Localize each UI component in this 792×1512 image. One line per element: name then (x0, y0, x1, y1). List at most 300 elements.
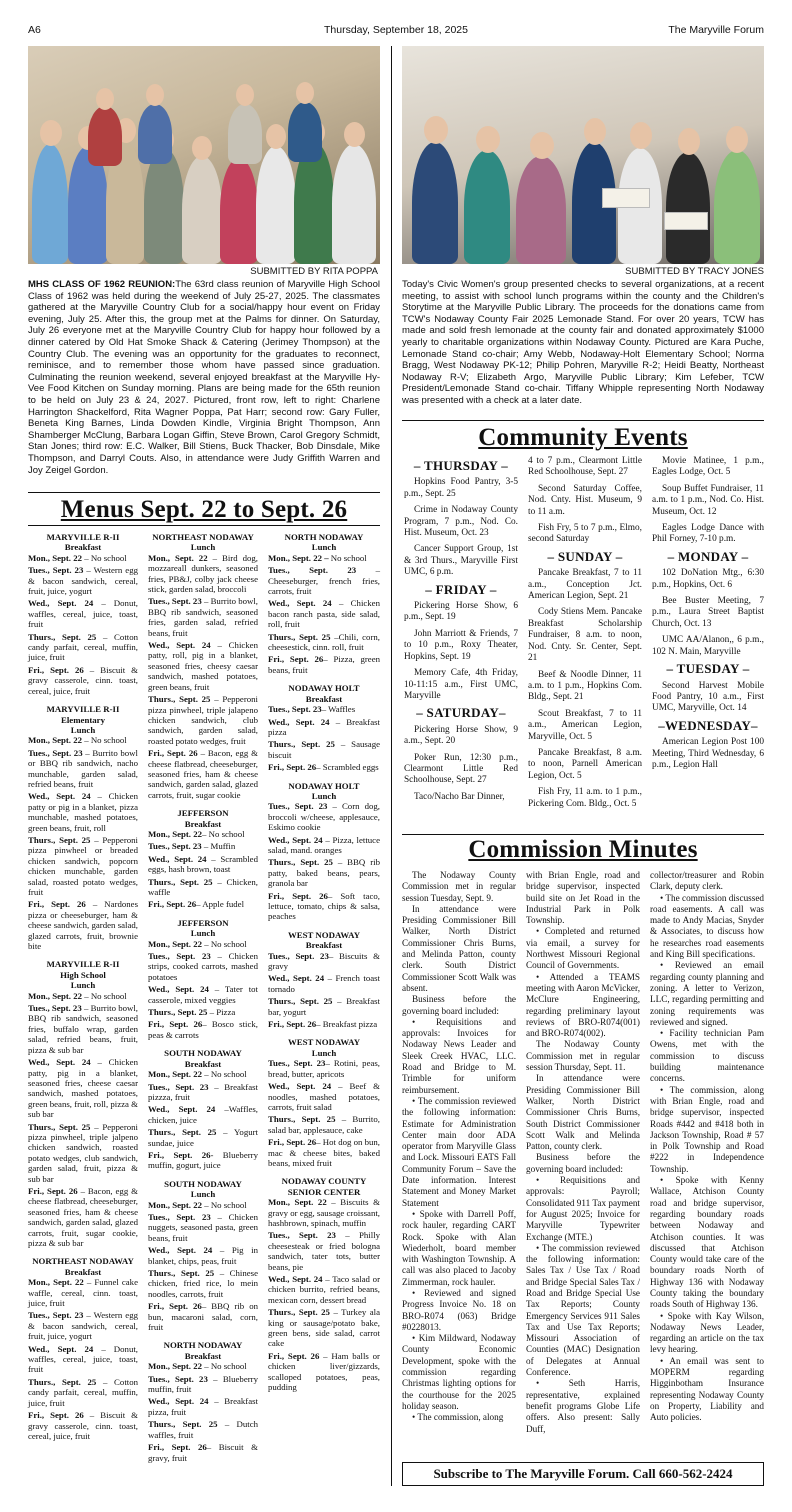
menu-item (148, 1069, 258, 1079)
issue-date: Thursday, September 18, 2025 (324, 24, 468, 36)
menu-dishes: – Biscuit & gravy casserole, cinn. toast, cereal, juice, fruit (28, 1410, 139, 1441)
menu-item (28, 1277, 138, 1308)
menu-item (148, 1007, 258, 1017)
event-item: Fish Fry, 11 a.m. to 1 p.m., Pickering Com. Bldg., Oct. 5 (528, 787, 642, 809)
menu-dishes: – Biscuits & gravy (268, 950, 380, 972)
menu-item (268, 553, 380, 563)
photo-credit-right: SUBMITTED BY TRACY JONES (625, 266, 764, 277)
minutes-paragraph: The Nodaway County Commission met in regular session Thursday, Sept. 11. (526, 1039, 640, 1073)
menu-dishes: – Bosco stick, peas & carrots (148, 1019, 258, 1040)
event-item: Scout Breakfast, 7 to 11 a.m., American Legion, Maryville, Oct. 5 (528, 708, 642, 742)
event-item: Pickering Horse Show, 9 a.m., Sept. 20 (404, 724, 518, 747)
event-item: Movie Matinee, 1 p.m., Eagles Lodge, Oct. 5 (652, 456, 764, 478)
menu-day: Thurs., Sept. 25 (268, 857, 333, 868)
event-item: American Legion Post 100 Meeting, Third Wednesday, 6 p.m., Legion Hall (652, 737, 764, 770)
menu-item (268, 717, 380, 738)
events-top-rule (402, 420, 764, 421)
menu-day: Mon., Sept. 22 (268, 1197, 327, 1208)
menu-dishes: – Donut, waffles, cereal, juice, toast, fruit (28, 1343, 138, 1375)
menu-day: Thurs., Sept. 25 (148, 1268, 215, 1278)
menu-item (268, 835, 380, 856)
caption-lead: MHS CLASS OF 1962 REUNION: (28, 279, 176, 290)
menu-dishes: – Scrambled eggs, hash brown, toast (148, 853, 258, 875)
menu-day: Thurs., Sept. 25 (28, 834, 91, 845)
menu-dishes: – Breakfast pizzza, fruit (148, 1081, 258, 1102)
menu-day: Mon., Sept. 22 (148, 552, 208, 563)
menu-dishes: – Pig in blanket, chips, peas, fruit (148, 1245, 258, 1266)
menu-day: Tues., Sept. 23 (28, 1310, 84, 1321)
minutes-paragraph: In attendance were Presiding Commissioner Bill Walker, North District Commissioner Chris Burns, South District Commissioner Scott Walk and Melinda Patton, county clerk. (526, 1073, 640, 1152)
menu-dishes: – Breakfast pizza, fruit (148, 1396, 258, 1417)
menu-item (148, 1268, 258, 1299)
menu-day: Tues., Sept. 23 (268, 704, 322, 715)
newspaper-name: The Maryville Forum (668, 24, 764, 36)
minutes-paragraph: • The commission, along (412, 1412, 504, 1423)
menu-day: Wed., Sept. 24 (28, 1343, 94, 1354)
menu-dishes: – Burrito, salad bar, applesauce, cake (268, 1114, 380, 1135)
menu-dishes: – Breakfast bar, yogurt (268, 996, 380, 1017)
event-item: UMC AA/Alanon,, 6 p.m., 102 N. Main, Maryville (652, 635, 764, 657)
menu-column-2 (148, 532, 258, 1465)
menu-item (28, 1186, 138, 1248)
menu-dishes: - Blueberry muffin, gogurt, juice (148, 1149, 258, 1171)
event-item: Fish Fry, 5 to 7 p.m., Elmo, second Saturday (528, 523, 642, 545)
menu-heading: NODAWAY COUNTY SENIOR CENTER (281, 1176, 367, 1197)
menu-item (148, 984, 258, 1005)
event-day-heading: – FRIDAY – (425, 581, 497, 597)
menu-dishes: – No school (202, 1199, 247, 1210)
minutes-paragraph: • The commission discussed road easements. A call was made to Andy Macias, Snyder & Associates, to discuss how he researches road easements and King Bill specifications. (650, 892, 764, 960)
menu-item (28, 791, 138, 833)
menu-item (28, 748, 138, 790)
menu-heading: NODAWAY HOLT Breakfast (288, 683, 360, 704)
menu-day: Tues., Sept. 23 (268, 1058, 326, 1069)
event-day-heading: – THURSDAY – (413, 458, 509, 473)
menu-item (148, 1374, 258, 1395)
commission-top-rule (402, 834, 764, 835)
menu-day: Wed., Sept. 24 (268, 1081, 332, 1092)
menu-dishes: – Blueberry muffin, fruit (148, 1373, 258, 1395)
menu-dishes: – Chinese chicken, fried rice, lo mein noodles, carrots, fruit (148, 1268, 258, 1299)
menu-day: Wed., Sept. 24 (148, 1396, 209, 1407)
menu-item (268, 1081, 380, 1112)
menu-day: Mon., Sept. 22 (28, 1277, 84, 1288)
menu-dishes: – Bacon, egg & cheese flatbread, cheeseburger, seasoned fries, ham & cheese sandwich, garden salad, glazed carrots, fruit, sugar cookie, pizza & sub bar (28, 1185, 138, 1248)
menu-dishes: – No school (82, 990, 127, 1001)
menu-day: Tues., Sept. 23 (268, 801, 328, 812)
menu-dishes: – Bacon, egg & cheese flatbread, cheeseburger, seasoned fries, ham & cheese sandwich, garden salad, glazed carrots, fruit, sugar cookie (148, 748, 258, 800)
menu-dishes: – Taco salad or chicken burrito, refried beans, mexican corn, dessert bread (268, 1274, 380, 1305)
menu-item (28, 991, 138, 1001)
menu-dishes: – Bird dog, mozzareall dunkers, seasoned fries, PB&J, colby jack cheese stick, garden salad, broccoli (148, 552, 258, 595)
menu-item (268, 1197, 380, 1228)
events-column-2 (528, 456, 642, 815)
minutes-paragraph: • Reviewed and signed Progress Invoice No. 18 on BRO-R074 (063) Bridge #0228013. (402, 1287, 516, 1332)
menu-dishes: – Chicken nuggets, seasoned pasta, green beans, fruit (148, 1211, 258, 1243)
menu-dishes: – Scrambled eggs (316, 762, 379, 773)
menu-dishes: – Western egg & bacon sandwich, cereal, fruit, juice, yogurt (28, 565, 138, 597)
menu-dishes: – Pizza (207, 1007, 236, 1018)
menu-dishes: No school (328, 552, 367, 563)
menu-item (28, 553, 138, 563)
menu-dishes: – Chicken bacon ranch pasta, side salad, roll, fruit (268, 598, 380, 630)
menu-dishes: – Yogurt sundae, juice (148, 1127, 258, 1148)
minutes-paragraph: • Completed and returned via email, a survey for Northwest Missouri Regional Council of Governments. (526, 926, 640, 971)
menu-heading: WEST NODAWAY Lunch (287, 1037, 361, 1058)
menu-item (28, 565, 138, 596)
event-day-heading: – SUNDAY – (547, 548, 623, 564)
menu-item (28, 735, 138, 745)
commission-column-1 (402, 870, 516, 1424)
menu-day: Tues., Sept. 23 (28, 747, 83, 758)
menu-heading: NODAWAY HOLT Lunch (288, 780, 360, 801)
menu-item (148, 951, 258, 982)
menu-item (148, 553, 258, 595)
event-item: Pickering Horse Show, 6 p.m., Sept. 19 (404, 601, 518, 623)
menu-heading: NORTH NODAWAY Breakfast (163, 1340, 243, 1361)
menu-day: Wed., Sept. 24 (148, 1104, 216, 1115)
menu-item (268, 1019, 380, 1029)
menu-dishes: – No school (202, 1069, 247, 1080)
event-item: Poker Run, 12:30 p.m., Clearmont Little Red Schoolhouse, Sept. 27 (404, 752, 518, 786)
minutes-paragraph: • Spoke with Kenny Wallace, Atchison County road and bridge supervisor, regarding boundary roads between Nodaway and Atchison counties. It was discussed that Atchison County would take care of the boundary roads North of Highway 136 with Nodaway County taking the boundary roads South of Highway 136. (650, 1175, 764, 1310)
menu-item (148, 1150, 258, 1171)
menu-item (268, 973, 380, 994)
menu-item (268, 739, 380, 760)
menu-dishes: – Cotton candy parfait, cereal, muffin, juice, fruit (28, 1376, 138, 1408)
commission-title: Commission Minutes (468, 836, 698, 863)
menu-dishes: – Nardones pizza or cheeseburger, ham & cheese sandwich, garden salad, glazed carrots, fruit, brownie bite (28, 899, 138, 952)
menu-day: Mon., Sept. 22 (28, 735, 83, 746)
civic-women-caption: Today's Civic Women's group presented checks to several organizations, at a recent meeting, to assist with school lunch programs within the county and the Children's Storytime at the Maryville Public Library. The proceeds for the donations came from TCW's Nodaway County Fair 2025 Lemonade Stand. For over 20 years, TCW has made and sold fresh lemonade at the county fair and donated approximately $1000 yearly to charitable organizations within Nodaway County. Pictured are Kara Puche, Lemonade Stand co-chair; Amy Webb, Nodaway-Holt Elementary School; Norma Bragg, West Nodaway PK-12; Philip Pohren, Maryville R-2; Heidi Beatty, Northeast Nodaway R-V; Elizabeth Argo, Maryville Public Library; Kim Lefeber, TCW President/Lemonade Stand co-chair. Tiffany Whipple representing North Nodaway was presented with a check at a later date. (402, 279, 764, 406)
menu-item (268, 1274, 380, 1305)
menu-day: Tues., Sept. 23 (148, 1211, 211, 1222)
minutes-paragraph: Business before the governing board included: (402, 994, 516, 1016)
menu-item (148, 877, 258, 898)
menu-item (148, 1212, 258, 1243)
page-header (28, 24, 764, 40)
menu-day: Tues., Sept. 23 (28, 1003, 82, 1014)
event-item: Pancake Breakfast, 7 to 11 a.m., Conception Jct. American Legion, Sept. 21 (528, 568, 642, 602)
column-divider (391, 46, 392, 1486)
menu-item (268, 1137, 380, 1168)
menu-item (148, 1245, 258, 1266)
event-item: Beef & Noodle Dinner, 11 a.m. to 1 p.m., Hopkins Com. Bldg., Sept. 21 (528, 669, 642, 703)
menu-item (268, 598, 380, 629)
menu-item (148, 1419, 258, 1440)
minutes-paragraph: • The commission reviewed the following information: Estimate for Administration Center main door ADA operator from Maryville Glass and Lock. Missouri EATS Fall Community Forum – Save the Date information. Interest Statement and Money Market Statement (402, 1095, 516, 1208)
minutes-paragraph: • Reviewed an email regarding county planning and zoning. A letter to Verizon, LLC, regarding permitting and zoning requirements was reviewed and signed. (650, 960, 764, 1027)
menu-day: Mon., Sept. 22 (148, 1361, 203, 1372)
menu-day: Fri., Sept. 26 (148, 1019, 203, 1030)
menu-day: Tues., Sept. 23 (268, 950, 329, 961)
menu-item (28, 1057, 138, 1119)
menu-dishes: – Breakfast pizza (316, 1019, 378, 1030)
menu-day: Thurs., Sept. 25 (28, 631, 97, 642)
menu-item (148, 1361, 258, 1371)
menu-heading: NORTH NODAWAY Lunch (284, 532, 364, 553)
menu-dishes: – Tater tot casserole, mixed veggies (148, 984, 258, 1005)
menus-top-rule (28, 492, 380, 493)
menu-heading: SOUTH NODAWAY Lunch (164, 1178, 242, 1200)
menu-heading: MARYVILLE R-II Elementary Lunch (46, 704, 120, 735)
menu-heading: MARYVILLE R-II Breakfast (46, 532, 120, 553)
event-item: 4 to 7 p.m., Clearmont Little Red Schoolhouse, Sept. 27 (528, 456, 642, 478)
menu-item (148, 596, 258, 638)
event-item: Memory Cafe, 4th Friday, 10-11:15 a.m., First UMC, Maryville (404, 668, 518, 701)
event-item: Second Harvest Mobile Food Pantry, 10 a.m., First UMC, Maryville, Oct. 14 (652, 680, 764, 714)
menu-day: Thurs., Sept. 25 (268, 996, 333, 1007)
menu-item (28, 1377, 138, 1408)
menu-item (268, 1307, 380, 1349)
menu-day: Thurs., Sept. 25 (268, 739, 335, 750)
menu-column-3 (268, 532, 380, 1394)
menu-item (268, 996, 380, 1017)
menu-day: Tues., Sept. 23 (268, 565, 357, 576)
menu-item (148, 748, 258, 800)
event-item: 102 DoNation Mtg., 6:30 p.m., Hopkins, Oct. 6 (652, 568, 764, 590)
events-column-3 (652, 456, 764, 776)
menu-dishes: – No school (82, 552, 127, 563)
menu-heading: MARYVILLE R-II High School Lunch (46, 959, 120, 991)
menu-day: Mon., Sept. 22 (28, 552, 83, 563)
menu-dishes: – Biscuit & gravy casserole, cinn. toast, cereal, juice, fruit (28, 664, 139, 696)
menu-item (28, 1410, 138, 1441)
minutes-paragraph: • Attended a TEAMS meeting with Aaron McVicker, McClure Engineering, regarding preliminary layout reviews of BRO-R074(001) and BRO-R074(002). (526, 971, 640, 1039)
menu-item (268, 632, 380, 653)
menu-item (148, 899, 258, 909)
menu-item (148, 1104, 258, 1125)
menu-item (28, 899, 138, 951)
menu-day: Fri., Sept. 26 (268, 1019, 317, 1030)
event-item: Hopkins Food Pantry, 3-5 p.m., Sept. 25 (404, 477, 518, 499)
menu-dishes: – Cotton candy parfait, cereal, muffin, juice, fruit (28, 631, 138, 663)
event-day-heading: – SATURDAY– (416, 705, 506, 721)
menu-day: Thurs., Sept. 25 (148, 1127, 217, 1138)
event-item: John Marriott & Friends, 7 to 10 p.m., Roxy Theater, Hopkins, Sept. 19 (404, 628, 518, 662)
minutes-paragraph: • An email was sent to MOPERM regarding Higginbotham Insurance representing Nodaway County on Property, Liability and Auto policies. (650, 1355, 764, 1423)
menu-dishes: – Burrito bowl or BBQ rib sandwich, nacho munchable, garden salad, refried beans, fruit (28, 747, 138, 789)
menu-dishes: – Funnel cake waffle, cereal, cinn. toast, juice, fruit (28, 1277, 138, 1309)
menu-item (268, 1114, 380, 1135)
event-item: Crime in Nodaway County Program, 7 p.m., Nod. Co. Hist. Museum, Oct. 23 (404, 505, 518, 539)
minutes-paragraph: • The commission reviewed the following information: Sales Tax / Use Tax / Road and Bridge Special Sales Tax / Road and Bridge Special Use Tax Reports; County Emergency Services 911 Sales Tax and Use Tax Reports; Missouri Association of Counties (MAC) Designation of Delegates at Annual Conference. (526, 1242, 640, 1378)
minutes-paragraph: In attendance were Presiding Commissioner Bill Walker, North District Commissioner Chris Burns, and Melinda Patton, county clerk. South District Commissioner Scott Walk was absent. (402, 903, 516, 993)
menu-item (268, 1058, 380, 1079)
menu-item (268, 801, 380, 832)
menu-item (148, 694, 258, 746)
photo-credit-left: SUBMITTED BY RITA POPPA (250, 266, 378, 277)
menu-item (268, 951, 380, 972)
menu-item (148, 640, 258, 692)
menu-day: Fri., Sept. 26 (268, 762, 317, 773)
menu-item (268, 1230, 380, 1272)
menu-dishes: – No school (202, 1361, 247, 1372)
menu-item (28, 1003, 138, 1055)
menu-dishes: – Donut, waffles, cereal, juice, toast, fruit (28, 598, 138, 630)
menu-dishes: – Rotini, peas, bread, butter, apricots (268, 1058, 380, 1079)
menu-day: Mon., Sept. 22 – (268, 552, 329, 563)
menu-item (28, 835, 138, 897)
menu-dishes: – Chicken, waffle (148, 876, 258, 897)
menu-day: Fri., Sept. 26 (268, 1137, 317, 1148)
menus-title: Menus Sept. 22 to Sept. 26 (60, 496, 348, 523)
menu-dishes: – Ham balls or chicken liver/gizzards, scalloped potatoes, peas, pudding (268, 1350, 380, 1393)
menu-day: Tues., Sept. 23 (148, 596, 202, 607)
minutes-paragraph: • Spoke with Kay Wilson, Nodaway News Leader, regarding an article on the tax levy hearing. (650, 1310, 764, 1355)
menu-dishes: – Pepperoni pizza pinwheel, triple jalpeno chicken sandwich, roasted potato wedges, club sandwich, garden salad, fruit, pizza & sub bar (28, 1121, 138, 1184)
menu-item (268, 891, 380, 922)
menu-item (28, 1122, 138, 1184)
menu-day: Fri., Sept. 26 (268, 1350, 320, 1361)
menu-day: Wed., Sept. 24 (268, 598, 332, 609)
menu-item (148, 829, 258, 839)
menu-day: Wed., Sept. 24 (148, 984, 209, 995)
menu-day: Thurs., Sept. 25 (268, 631, 331, 642)
menu-day: Fri., Sept. 26 (148, 1442, 207, 1453)
minutes-paragraph: • Facility technician Pam Owens, met with the commission to discuss building maintenance concerns. (650, 1028, 764, 1084)
menu-item (268, 762, 380, 772)
menu-day: Wed., Sept. 24 (28, 791, 91, 802)
civic-women-photo (402, 46, 764, 264)
event-day-heading: –WEDNESDAY– (658, 717, 758, 733)
menu-day: Mon., Sept. 22 (28, 990, 83, 1001)
menu-dishes: – Chicken patty or pig in a blanket, pizza munchable, mashed potatoes, green beans, fruit, roll (28, 791, 138, 833)
menu-day: Wed., Sept. 24 (268, 716, 330, 727)
menu-dishes: – Biscuits & gravy or egg, sausage croissant, hashbrown, spinach, muffin (268, 1197, 380, 1228)
menu-day: Thurs., Sept. 25 (28, 1376, 97, 1387)
event-day-heading: – TUESDAY – (666, 661, 750, 677)
menu-item (148, 1442, 258, 1463)
menu-heading: NORTHEAST NODAWAY Breakfast (32, 1256, 134, 1277)
subscribe-banner: Subscribe to The Maryville Forum. Call 660-562-2424 (402, 1462, 764, 1486)
menu-day: Fri., Sept. 26 (28, 899, 86, 910)
menu-day: Thurs., Sept. 25 (268, 1114, 336, 1125)
menu-dishes: – French toast tornado (268, 973, 380, 994)
menu-item (28, 1310, 138, 1341)
menu-dishes: – Muffin (201, 841, 236, 852)
menu-dishes: – Pizza, lettuce salad, mand. oranges (268, 834, 380, 855)
menu-day: Tues., Sept. 23 (148, 951, 211, 962)
menu-item (148, 939, 258, 949)
menu-day: Fri., Sept. 26 (148, 899, 197, 910)
menu-dishes: – Chicken patty, roll, pig in a blanket, seasoned fries, cheesy caesar sandwich, mashed potatoes, green beans, fruit (148, 640, 258, 692)
menu-dishes: – Philly cheesesteak or fried bologna sandwich, tater tots, butter beans, pie (268, 1230, 380, 1272)
menu-day: Thurs., Sept. 25 (148, 1419, 218, 1430)
menu-item (268, 704, 380, 714)
menu-item (268, 1351, 380, 1393)
menu-day: Tues., Sept. 23 (28, 565, 84, 576)
menu-column-1 (28, 532, 138, 1443)
menu-item (28, 632, 138, 663)
menu-item (148, 841, 258, 851)
menu-item (28, 1344, 138, 1375)
menu-dishes: – Breakfast pizza (268, 716, 380, 737)
menu-dishes: – No school (202, 938, 247, 949)
menu-item (268, 565, 380, 596)
menu-day: Tues., Sept. 23 (148, 1373, 208, 1384)
menu-day: Wed., Sept. 24 (268, 1274, 323, 1284)
menu-dishes: – Apple fudel (196, 899, 245, 910)
menu-dishes: – Soft taco, lettuce, tomato, chips & salsa, peaches (268, 890, 381, 922)
menus-title-rule (28, 525, 380, 526)
menu-heading: NORTHEAST NODAWAY Lunch (152, 532, 254, 553)
event-item: Second Saturday Coffee, Nod. Cnty. Hist. Museum, 9 to 11 a.m. (528, 483, 642, 517)
menu-day: Thurs., Sept. 25 (148, 1007, 208, 1018)
minutes-paragraph: Business before the governing board included: (526, 1152, 640, 1174)
minutes-paragraph: • Seth Harris, representative, explained benefit programs Globe Life offers. Also present: Sally Duff, (526, 1378, 640, 1434)
commission-column-2 (526, 870, 640, 1435)
minutes-paragraph: • Spoke with Darrell Poff, rock hauler, regarding CART Rock. Spoke with Alan Wiederholt, board member with Washington Township. A call was also placed to Jacoby Zimmerman, rock hauler. (402, 1208, 516, 1287)
menu-day: Fri., Sept. 26 (148, 748, 198, 759)
menu-dishes: –Waffles, chicken, juice (148, 1104, 258, 1125)
menu-day: Wed., Sept. 24 (28, 598, 94, 609)
menu-dishes: – BBQ rib patty, baked beans, pears, granola bar (268, 857, 380, 889)
menu-day: Mon., Sept. 22 (148, 828, 203, 839)
event-item: Soup Buffet Fundraiser, 11 a.m. to 1 p.m., Nod. Co. Hist. Museum, Oct. 12 (652, 483, 764, 517)
event-item: Cody Stiens Mem. Pancake Breakfast Scholarship Fundraiser, 8 a.m. to noon, Nod. Cnty. Sr. Center, Sept. 21 (528, 607, 642, 664)
minutes-paragraph: collector/treasurer and Robin Clark, deputy clerk. (650, 870, 764, 892)
event-item: Eagles Lodge Dance with Phil Forney, 7-10 p.m. (652, 523, 764, 545)
menu-day: Thurs., Sept. 25 (148, 876, 213, 887)
minutes-paragraph: • Requisitions and approvals: Payroll; Consolidated 911 Tax payment for August 2025; Invoice for Maryville Typewriter Exchange (MTE.) (526, 1175, 640, 1242)
minutes-paragraph: with Brian Engle, road and bridge supervisor, inspected build site on Jet Road in the Industrial Park in Polk Township. (526, 870, 640, 926)
menu-item (148, 1019, 258, 1040)
menu-day: Fri., Sept. 26 (148, 1301, 202, 1312)
menu-dishes: – Pizza, green beans, fruit (268, 654, 380, 675)
menu-day: Wed., Sept. 24 (28, 1057, 91, 1068)
events-column-1 (404, 456, 518, 808)
menu-heading: WEST NODAWAY Breakfast (287, 929, 361, 951)
menu-day: Tues., Sept. 23 (148, 1081, 209, 1092)
menu-day: Thurs., Sept. 25 (148, 694, 211, 705)
menu-day: Fri., Sept. 26 (28, 664, 84, 675)
menu-item (268, 654, 380, 675)
menu-dishes: – Pepperoni pizza pinwheel, triple jalapeno chicken sandwich, club sandwich, garden salad, roasted potato wedges, fruit (148, 694, 258, 746)
event-item: Pancake Breakfast, 8 a.m. to noon, Parnell American Legion, Oct. 5 (528, 747, 642, 781)
menu-day: Wed., Sept. 24 (148, 640, 211, 651)
menu-day: Mon., Sept. 22 (148, 1069, 203, 1080)
event-day-heading: – MONDAY – (667, 548, 749, 564)
minutes-paragraph: • Requisitions and approvals: Invoices for Nodaway News Leader and Sleek Creek HVAC, LLC. Road and Bridge to M. Trimble for uniform reimbursement. (402, 1016, 516, 1095)
menu-item (148, 1301, 258, 1332)
minutes-paragraph: The Nodaway County Commission met in regular session Tuesday, Sept. 9. (402, 870, 516, 903)
menu-day: Mon., Sept. 22 (148, 1199, 203, 1210)
menu-dishes: – Hot dog on bun, mac & cheese bites, baked beans, mixed fruit (268, 1137, 381, 1168)
menu-item (148, 854, 258, 875)
menu-day: Wed., Sept. 24 (148, 853, 207, 864)
menu-day: Wed., Sept. 24 (148, 1245, 213, 1256)
menu-item (268, 857, 380, 888)
menu-item (148, 1082, 258, 1103)
menu-heading: JEFFERSON Breakfast (177, 808, 229, 829)
menu-dishes: – Biscuit & gravy, fruit (148, 1442, 258, 1463)
menu-dishes: – Cheeseburger, french fries, carrots, fruit (268, 565, 380, 597)
menu-dishes: – Burrito bowl, BBQ rib sandwich, seasoned fries, garden salad, refried beans, fruit (148, 596, 258, 638)
menu-day: Tues., Sept. 23 (148, 841, 202, 852)
menu-dishes: – Chicken strips, cooked carrots, mashed potatoes (148, 951, 258, 982)
menu-day: Fri., Sept. 26 (148, 1149, 211, 1160)
menu-item (148, 1396, 258, 1417)
menu-dishes: – Beef & noodles, mashed potatoes, carrots, fruit salad (268, 1081, 380, 1112)
event-item: Cancer Support Group, 1st & 3rd Thurs., Maryville First UMC, 6 p.m. (404, 544, 518, 578)
menu-item (148, 1200, 258, 1210)
menu-dishes: – No school (202, 828, 245, 839)
menu-day: Fri., Sept. 26 (28, 1410, 84, 1421)
menu-item (148, 1127, 258, 1148)
menu-item (28, 665, 138, 696)
menu-heading: SOUTH NODAWAY Breakfast (164, 1048, 242, 1069)
